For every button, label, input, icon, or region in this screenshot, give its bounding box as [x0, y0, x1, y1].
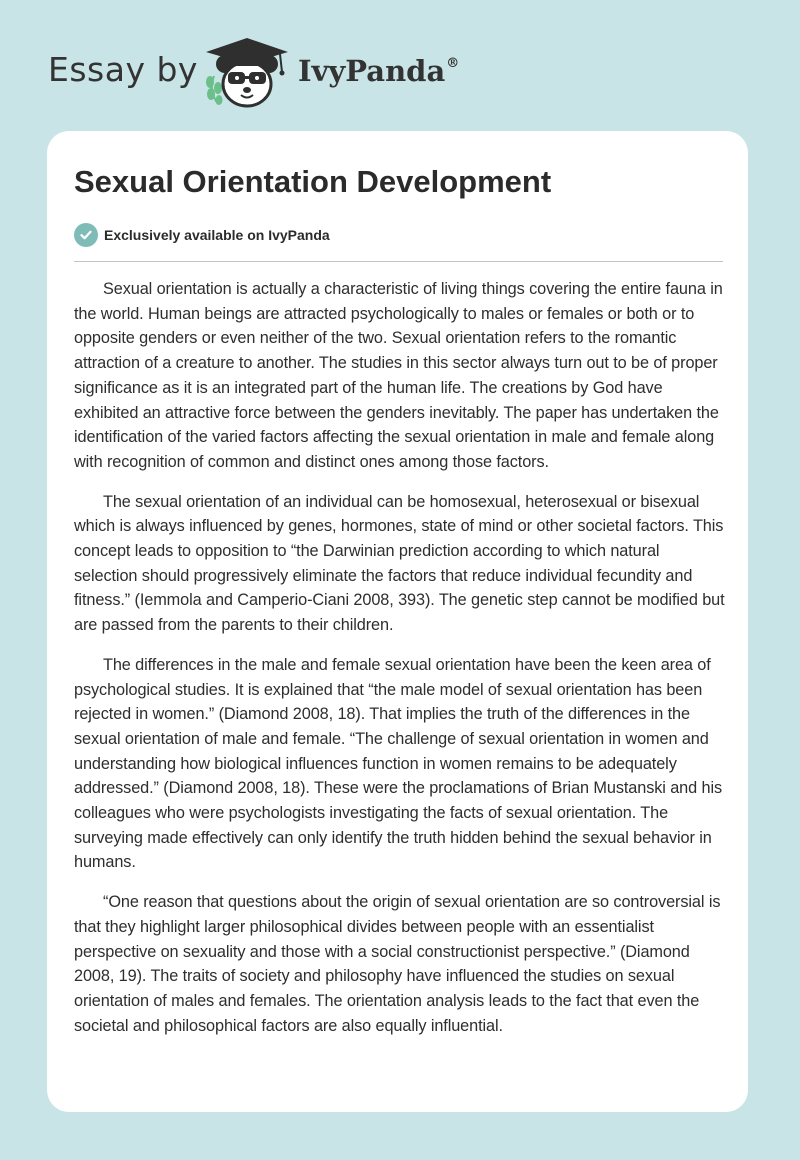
registered-mark: ®: [446, 56, 460, 71]
paragraph: The sexual orientation of an individual can be homosexual, heterosexual or bisexual which is always influenced by genes, hormones, state of mind or other societal factors. This concept leads to opposition to “the Darwinian prediction according to which natural selection should progressively eliminate the factors that reduce individual fecundity and fitness.” (Iemmola and Camperio-Ciani 2008, 393). The genetic step cannot be modified but are passed from the parents to their children.: [74, 492, 725, 635]
brand-name[interactable]: [298, 54, 459, 88]
exclusive-badge: [74, 223, 330, 247]
essay-card: [47, 131, 748, 1112]
brand-name-text: IvyPanda: [298, 54, 446, 88]
panda-graduate-icon[interactable]: [200, 32, 292, 110]
essay-body: [74, 277, 725, 1053]
paragraph: “One reason that questions about the origin of sexual orientation are so controversial is that they highlight larger philosophical divides between people with an essentialist perspective on sexuality and those with a social constructionist perspective.” (Diamond 2008, 19). The traits of society and philosophy have influenced the studies on sexual orientation of males and females. The orientation analysis leads to the fact that even the societal and philosophical factors are also equally influential.: [74, 893, 721, 1035]
check-circle-icon: [74, 223, 98, 247]
exclusive-badge-text: Exclusively available on IvyPanda: [104, 227, 330, 243]
site-header: [0, 0, 800, 130]
paragraph: Sexual orientation is actually a characteristic of living things covering the entire fauna in the world. Human beings are attracted psychologically to males or females or both or to opposite genders or even neither of the two. Sexual orientation refers to the romantic attraction of a creature to another. The studies in this sector always turn out to be of proper significance as it is an integrated part of the human life. The creations by God have exhibited an attractive force between the genders inevitably. The paper has undertaken the identification of the varied factors affecting the sexual orientation in male and female along with recognition of common and distinct ones among those factors.: [74, 280, 723, 471]
brand-prefix: Essay by: [48, 50, 198, 89]
paragraph: The differences in the male and female sexual orientation have been the keen area of psychological studies. It is explained that “the male model of sexual orientation has been rejected in women.” (Diamond 2008, 18). That implies the truth of the differences in the sexual orientation of male and female. “The challenge of sexual orientation in women and understanding how biological influences function in women remains to be adequately addressed.” (Diamond 2008, 18). These were the proclamations of Brian Mustanski and his colleagues who were psychologists investigating the facts of sexual orientation. The surveying made effectively can only identify the truth hidden behind the sexual behavior in humans.: [74, 655, 723, 872]
title-divider: [74, 261, 723, 262]
page-title: Sexual Orientation Development: [74, 164, 552, 199]
